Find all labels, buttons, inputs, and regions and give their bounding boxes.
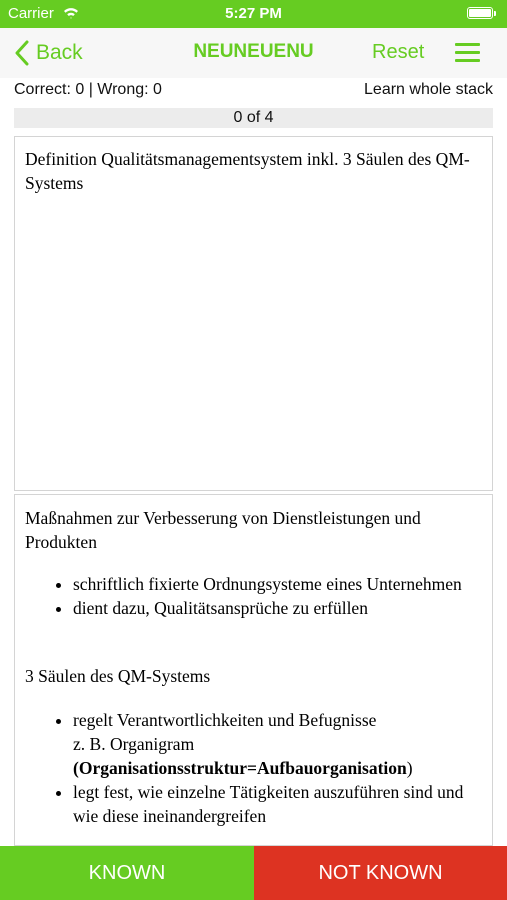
list-item: • schriftlich fixierte Ordnungsysteme eines Unternehmen: [73, 572, 482, 596]
back-button[interactable]: [14, 38, 83, 68]
hamburger-menu-icon[interactable]: [455, 43, 480, 63]
back-label: Back: [36, 41, 83, 64]
reset-button[interactable]: Reset: [372, 41, 425, 63]
known-button[interactable]: KNOWN: [0, 846, 254, 900]
chevron-left-icon: [14, 40, 30, 66]
list-item-bold-text: (Organisationsstruktur=Aufbauorganisation: [73, 758, 407, 778]
score-bar: [14, 81, 493, 103]
answer-heading: Maßnahmen zur Verbesserung von Dienstleistungen und Produkten: [25, 508, 421, 552]
battery-icon: [467, 7, 493, 19]
status-bar: [0, 0, 507, 28]
carrier-label: Carrier: [8, 5, 54, 22]
learn-whole-stack-button[interactable]: Learn whole stack: [364, 81, 493, 98]
page-title: NEUNEUENU: [193, 41, 314, 62]
question-card[interactable]: [14, 136, 493, 491]
list-item: • legt fest, wie einzelne Tätigkeiten auszuführen sind und wie diese ineinandergreifen: [73, 780, 482, 828]
progress-indicator: 0 of 4: [14, 108, 493, 128]
answer-list: [25, 572, 482, 620]
not-known-button[interactable]: NOT KNOWN: [254, 846, 507, 900]
answer-list: [25, 708, 482, 828]
navigation-bar: [0, 28, 507, 78]
answer-card[interactable]: [14, 494, 493, 846]
list-item-text: regelt Verantwortlichkeiten und Befugnisse: [73, 710, 377, 730]
score-counter: Correct: 0 | Wrong: 0: [14, 81, 162, 98]
list-item: [73, 708, 482, 780]
list-item: • dient dazu, Qualitätsansprüche zu erfüllen: [73, 596, 482, 620]
list-item-text: z. B. Organigram: [73, 734, 195, 754]
status-time: 5:27 PM: [225, 5, 282, 22]
question-text: Definition Qualitätsmanagementsystem inkl. 3 Säulen des QM-Systems: [25, 149, 470, 193]
answer-subheading: 3 Säulen des QM-Systems: [25, 666, 211, 686]
list-item-text: ): [406, 758, 413, 778]
